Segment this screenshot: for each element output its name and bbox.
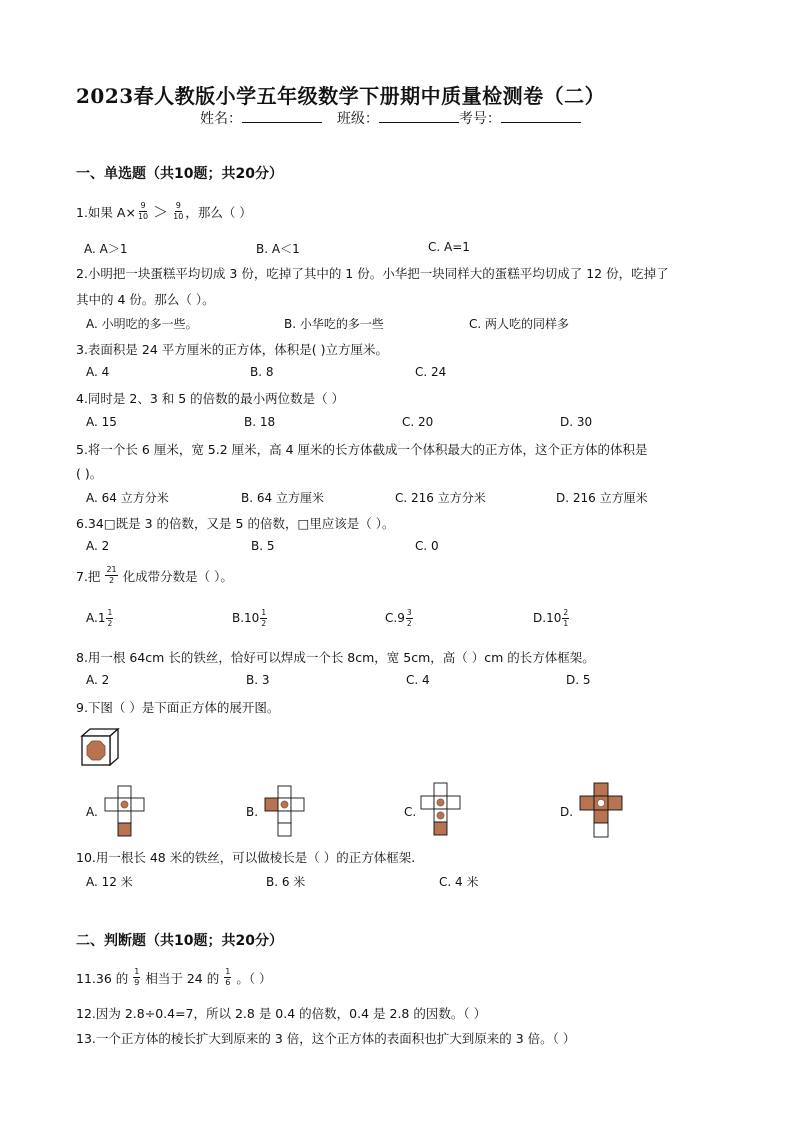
q9-option-b[interactable]: B.	[246, 805, 259, 819]
q8-option-b[interactable]: B. 3	[246, 673, 270, 687]
cube-figure	[80, 728, 120, 766]
q8-option-d[interactable]: D. 5	[566, 673, 591, 687]
mixed-whole: 9	[397, 611, 405, 625]
exam-no-field[interactable]	[501, 108, 581, 123]
q9-net-c[interactable]	[418, 782, 474, 837]
mixed-whole: 1	[97, 611, 106, 625]
question-5-line-1: 5.将一个长 6 厘米，宽 5.2 厘米，高 4 厘米的长方体截成一个体积最大的正方体，这个正方体的体积是	[76, 442, 648, 457]
mixed-number	[244, 609, 267, 627]
q9-option-a[interactable]: A.	[86, 805, 98, 819]
q1-option-a[interactable]: A. A＞1	[84, 242, 128, 256]
fraction-denominator: 2	[406, 618, 412, 628]
q1-fraction-1	[138, 202, 148, 221]
mixed-whole: 10	[244, 611, 260, 625]
q1-option-b[interactable]: B. A＜1	[256, 242, 300, 256]
q11-text-post: 。（ ）	[236, 970, 272, 986]
name-label: 姓名：	[200, 111, 242, 127]
q10-option-c[interactable]: C. 4 米	[439, 875, 479, 889]
q5-option-b[interactable]: B. 64 立方厘米	[241, 491, 324, 505]
q9-option-d[interactable]: D.	[560, 805, 574, 819]
q4-option-c[interactable]: C. 20	[402, 415, 434, 429]
option-label: A.	[86, 611, 98, 625]
mixed-number	[546, 609, 569, 627]
name-field[interactable]	[242, 108, 322, 123]
question-11-stem	[76, 968, 272, 987]
q3-option-c[interactable]: C. 24	[415, 365, 447, 379]
fraction-numerator: 21	[106, 565, 117, 574]
class-field[interactable]	[379, 108, 459, 123]
q5-option-c[interactable]: C. 216 立方分米	[395, 491, 486, 505]
fraction-denominator: 1	[563, 618, 569, 628]
q11-text-pre: 11.36 的	[76, 970, 129, 986]
q7-text-post: 化成带分数是（ ）。	[122, 568, 233, 584]
fraction-denominator: 2	[261, 618, 267, 628]
question-9-stem: 9.下图（ ）是下面正方体的展开图。	[76, 700, 280, 715]
q1-text-post: ，那么（ ）	[185, 204, 252, 220]
question-3-stem: 3.表面积是 24 平方厘米的正方体，体积是( )立方厘米。	[76, 342, 389, 357]
mixed-number	[98, 609, 113, 627]
q8-option-c[interactable]: C. 4	[406, 673, 430, 687]
fraction-denominator: 2	[107, 618, 113, 628]
q9-net-d[interactable]	[578, 782, 634, 838]
exam-no-label: 考号：	[458, 111, 501, 127]
option-label: D.	[533, 611, 547, 625]
q1-option-c[interactable]: C. A=1	[428, 240, 470, 254]
q11-fraction-1	[133, 968, 140, 987]
question-2-line-1: 2.小明把一块蛋糕平均切成 3 份，吃掉了其中的 1 份。小华把一块同样大的蛋糕平均切成了 12 份，吃掉了	[76, 266, 669, 281]
q5-option-a[interactable]: A. 64 立方分米	[86, 491, 169, 505]
q5-option-d[interactable]: D. 216 立方厘米	[556, 491, 648, 505]
q11-text-mid: 相当于 24 的	[145, 970, 220, 986]
q7-option-b[interactable]	[232, 609, 267, 627]
q1-text-pre: 1.如果 A×	[76, 204, 136, 220]
q4-option-b[interactable]: B. 18	[244, 415, 276, 429]
q3-option-b[interactable]: B. 8	[250, 365, 274, 379]
section-heading-true-false: 二、判断题（共10题；共20分）	[76, 933, 283, 949]
fraction-denominator: 2	[108, 576, 115, 585]
q10-option-b[interactable]: B. 6 米	[266, 875, 306, 889]
mixed-number	[397, 609, 412, 627]
fraction-numerator: 1	[134, 967, 140, 976]
question-6-stem: 6.34□既是 3 的倍数，又是 5 的倍数，□里应该是（ ）。	[76, 516, 395, 531]
q9-net-a[interactable]	[100, 785, 156, 837]
q6-option-c[interactable]: C. 0	[415, 539, 439, 553]
q7-option-c[interactable]	[385, 609, 413, 627]
student-info-line	[200, 108, 581, 128]
q2-option-c[interactable]: C. 两人吃的同样多	[469, 317, 570, 331]
question-5-line-2: ( )。	[76, 466, 103, 481]
fraction-denominator: 10	[137, 212, 149, 221]
q11-fraction-2	[224, 968, 231, 987]
fraction-numerator: 9	[175, 201, 181, 210]
q7-fraction	[105, 566, 117, 585]
question-7-stem	[76, 566, 233, 585]
question-1-stem	[76, 201, 252, 222]
fraction-numerator: 1	[107, 608, 113, 617]
q7-option-a[interactable]	[86, 609, 113, 627]
class-label: 班级：	[336, 111, 379, 127]
q4-option-a[interactable]: A. 15	[86, 415, 117, 429]
q8-option-a[interactable]: A. 2	[86, 673, 110, 687]
q2-option-a[interactable]: A. 小明吃的多一些。	[86, 317, 198, 331]
q7-option-d[interactable]	[533, 609, 569, 627]
q1-fraction-2	[173, 202, 183, 221]
page-title: 2023春人教版小学五年级数学下册期中质量检测卷（二）	[76, 84, 606, 108]
q9-net-b[interactable]	[258, 785, 314, 837]
q1-operator: ＞	[153, 203, 169, 221]
q6-option-b[interactable]: B. 5	[251, 539, 275, 553]
fraction-denominator: 6	[225, 978, 231, 987]
fraction-numerator: 1	[225, 967, 231, 976]
question-4-stem: 4.同时是 2、3 和 5 的倍数的最小两位数是（ ）	[76, 391, 345, 406]
question-2-line-2: 其中的 4 份。那么（ ）。	[76, 292, 215, 307]
question-8-stem: 8.用一根 64cm 长的铁丝，恰好可以焊成一个长 8cm，宽 5cm，高（ ）cm 的长方体框架。	[76, 650, 595, 665]
fraction-numerator: 9	[140, 201, 146, 210]
q7-text-pre: 7.把	[76, 568, 101, 584]
option-label: B.	[232, 611, 245, 625]
section-heading-single-choice: 一、单选题（共10题；共20分）	[76, 166, 283, 182]
q3-option-a[interactable]: A. 4	[86, 365, 110, 379]
q2-option-b[interactable]: B. 小华吃的多一些	[284, 317, 384, 331]
fraction-numerator: 2	[563, 608, 569, 617]
question-10-stem: 10.用一根长 48 米的铁丝，可以做棱长是（ ）的正方体框架.	[76, 850, 416, 865]
mixed-whole: 10	[546, 611, 562, 625]
fraction-denominator: 9	[134, 978, 140, 987]
option-label: C.	[385, 611, 398, 625]
q4-option-d[interactable]: D. 30	[560, 415, 593, 429]
q9-option-c[interactable]: C.	[404, 805, 417, 819]
q10-option-a[interactable]: A. 12 米	[86, 875, 133, 889]
question-12-stem: 12.因为 2.8÷0.4=7，所以 2.8 是 0.4 的倍数，0.4 是 2.8 的因数。（ ）	[76, 1006, 487, 1021]
q6-option-a[interactable]: A. 2	[86, 539, 110, 553]
fraction-numerator: 3	[406, 608, 412, 617]
question-13-stem: 13.一个正方体的棱长扩大到原来的 3 倍，这个正方体的表面积也扩大到原来的 3 倍。（ ）	[76, 1031, 576, 1046]
fraction-denominator: 10	[173, 212, 184, 221]
fraction-numerator: 1	[261, 608, 267, 617]
